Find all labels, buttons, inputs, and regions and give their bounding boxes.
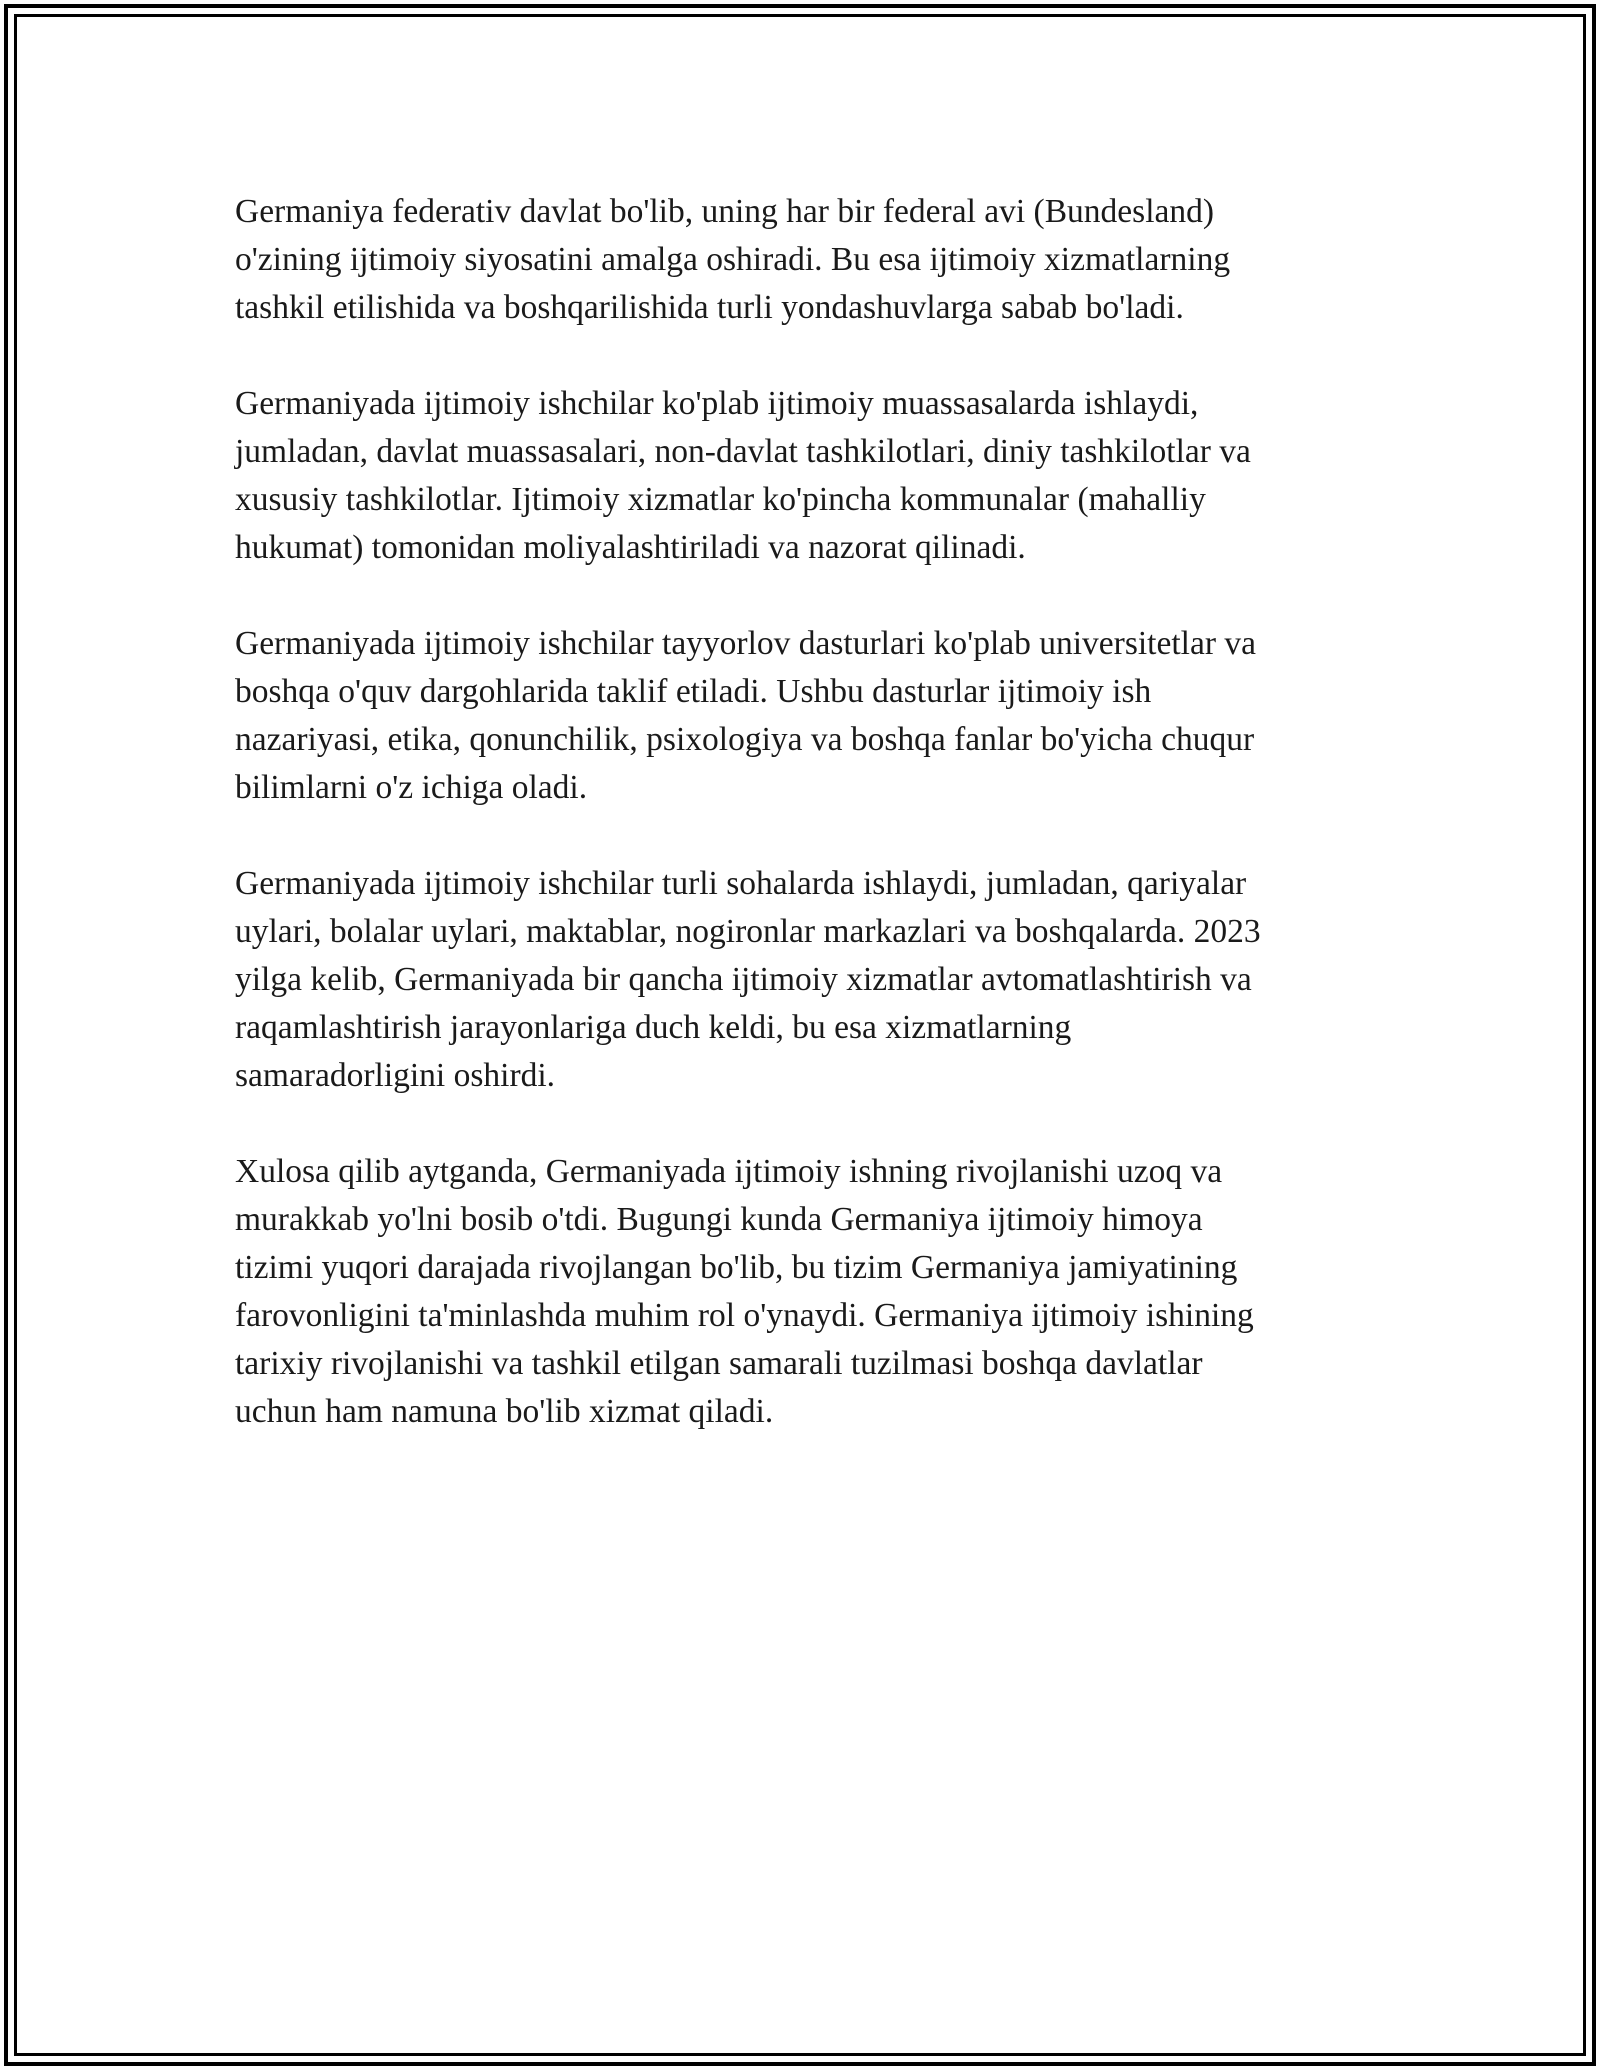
text-line: uylari, bolalar uylari, maktablar, nogironlar markazlari va boshqalarda. 2023	[235, 913, 1261, 950]
paragraph-2	[235, 380, 1385, 572]
text-line: samaradorligini oshirdi.	[235, 1057, 556, 1094]
text-line: murakkab yo'lni bosib o'tdi. Bugungi kunda Germaniya ijtimoiy himoya	[235, 1201, 1203, 1238]
text-line: jumladan, davlat muassasalari, non-davlat tashkilotlari, diniy tashkilotlar va	[235, 433, 1251, 470]
text-line: nazariyasi, etika, qonunchilik, psixologiya va boshqa fanlar bo'yicha chuqur	[235, 721, 1255, 758]
text-line: tashkil etilishida va boshqarilishida turli yondashuvlarga sabab bo'ladi.	[235, 289, 1184, 326]
text-line: hukumat) tomonidan moliyalashtiriladi va nazorat qilinadi.	[235, 529, 1026, 566]
text-line: yilga kelib, Germaniyada bir qancha ijtimoiy xizmatlar avtomatlashtirish va	[235, 961, 1252, 998]
text-line: uchun ham namuna bo'lib xizmat qiladi.	[235, 1393, 774, 1430]
paragraph-4	[235, 860, 1385, 1100]
text-line: Germaniyada ijtimoiy ishchilar ko'plab ijtimoiy muassasalarda ishlaydi,	[235, 385, 1199, 422]
document-body	[235, 188, 1385, 1484]
text-line: Xulosa qilib aytganda, Germaniyada ijtimoiy ishning rivojlanishi uzoq va	[235, 1153, 1223, 1190]
text-line: Germaniyada ijtimoiy ishchilar turli sohalarda ishlaydi, jumladan, qariyalar	[235, 865, 1247, 902]
paragraph-3	[235, 620, 1385, 812]
paragraph-1	[235, 188, 1385, 332]
text-line: raqamlashtirish jarayonlariga duch keldi, bu esa xizmatlarning	[235, 1009, 1072, 1046]
text-line: Germaniya federativ davlat bo'lib, uning har bir federal avi (Bundesland)	[235, 193, 1215, 230]
paragraph-5	[235, 1148, 1385, 1436]
text-line: Germaniyada ijtimoiy ishchilar tayyorlov dasturlari ko'plab universitetlar va	[235, 625, 1256, 662]
text-line: xususiy tashkilotlar. Ijtimoiy xizmatlar ko'pincha kommunalar (mahalliy	[235, 481, 1206, 518]
text-line: farovonligini ta'minlashda muhim rol o'ynaydi. Germaniya ijtimoiy ishining	[235, 1297, 1254, 1334]
text-line: boshqa o'quv dargohlarida taklif etiladi. Ushbu dasturlar ijtimoiy ish	[235, 673, 1152, 710]
text-line: o'zining ijtimoiy siyosatini amalga oshiradi. Bu esa ijtimoiy xizmatlarning	[235, 241, 1231, 278]
text-line: tizimi yuqori darajada rivojlangan bo'lib, bu tizim Germaniya jamiyatining	[235, 1249, 1238, 1286]
text-line: tarixiy rivojlanishi va tashkil etilgan samarali tuzilmasi boshqa davlatlar	[235, 1345, 1203, 1382]
text-line: bilimlarni o'z ichiga oladi.	[235, 769, 588, 806]
